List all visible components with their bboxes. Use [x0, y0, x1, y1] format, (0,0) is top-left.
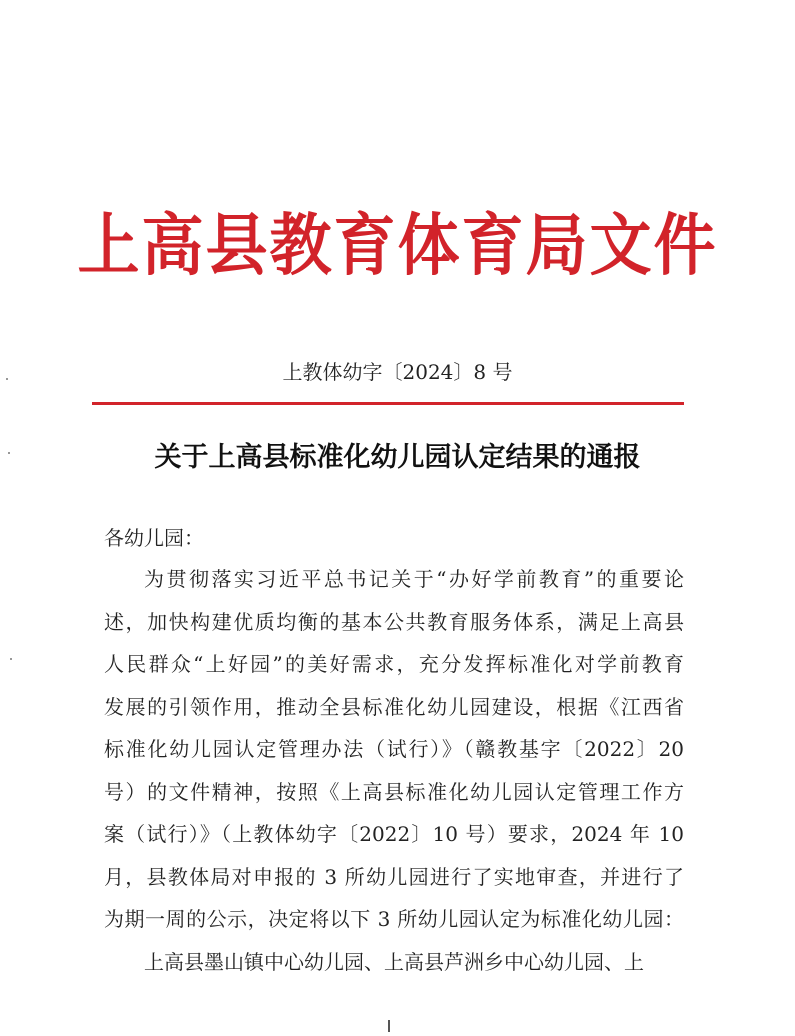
scan-speck — [10, 658, 12, 660]
body-line: 上高县墨山镇中心幼儿园、上高县芦洲乡中心幼儿园、上 — [144, 949, 644, 974]
scan-speck — [6, 378, 8, 380]
body-line: 为贯彻落实习近平总书记关于“办好学前教育”的重要论 — [144, 567, 684, 591]
document-number: 上教体幼字〔2024〕8 号 — [282, 360, 513, 384]
body-line: 发展的引领作用，推动全县标准化幼儿园建设，根据《江西省 — [104, 694, 684, 719]
body-line: 人民群众“上好园”的美好需求，充分发挥标准化对学前教育 — [104, 652, 684, 676]
body-text — [104, 566, 684, 991]
body-line: 为期一周的公示，决定将以下 3 所幼儿园认定为标准化幼儿园： — [104, 907, 684, 931]
page-mark — [388, 1020, 390, 1032]
body-line: 述，加快构建优质均衡的基本公共教育服务体系，满足上高县 — [104, 609, 684, 634]
body-line: 号）的文件精神，按照《上高县标准化幼儿园认定管理工作方 — [104, 779, 684, 804]
scan-speck — [8, 452, 10, 454]
salutation: 各幼儿园： — [104, 526, 204, 550]
red-divider-line — [92, 402, 684, 405]
issuer-header: 上高县教育体育局文件 — [77, 206, 718, 285]
body-line: 案（试行）》（上教体幼字〔2022〕10 号）要求，2024 年 10 — [104, 822, 684, 846]
body-line: 月，县教体局对申报的 3 所幼儿园进行了实地审查，并进行了 — [104, 864, 684, 889]
document-title: 关于上高县标准化幼儿园认定结果的通报 — [154, 442, 641, 473]
body-line: 标准化幼儿园认定管理办法（试行）》（赣教基字〔2022〕20 — [104, 737, 684, 761]
